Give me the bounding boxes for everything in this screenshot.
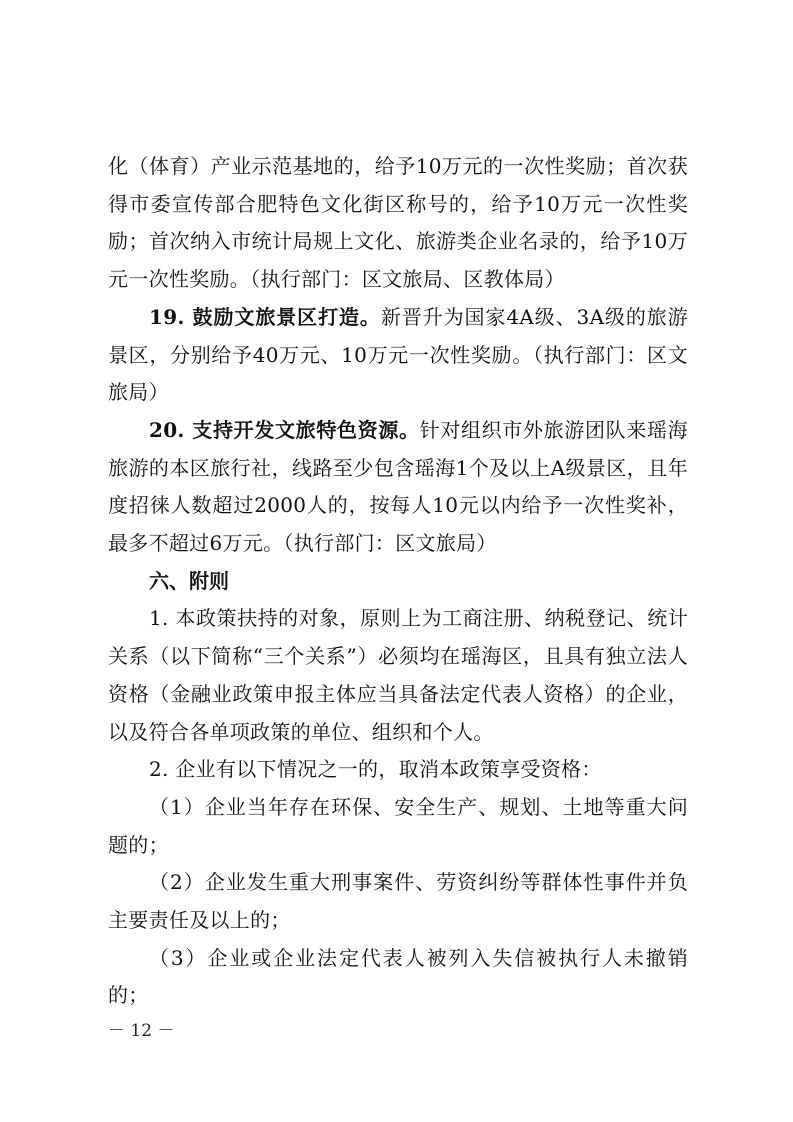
rule-2-3-paragraph: （3）企业或企业法定代表人被列入失信被执行人未撤销的； (108, 945, 688, 1008)
rule-2-paragraph: 2. 企业有以下情况之一的，取消本政策享受资格： (149, 757, 602, 782)
page-number: － 12 － (108, 1021, 175, 1041)
document-body (108, 148, 688, 1015)
section-6-title: 六、附则 (149, 568, 229, 593)
item-19-text: 新晋升为国家4A级、3A级的旅游景区，分别给予40万元、10万元一次性奖励。（执行部门：区文旅局） (108, 304, 688, 405)
item-19-paragraph (108, 299, 688, 412)
item-20-heading: 20. 支持开发文旅特色资源。 (149, 417, 420, 442)
item-20-text: 针对组织市外旅游团队来瑶海旅游的本区旅行社，线路至少包含瑶海1个及以上A级景区，且年度招徕人数超过2000人的，按每人10元以内给予一次性奖补，最多不超过6万元。（执行部门：区文旅局） (108, 417, 688, 556)
rule-1-paragraph: 1. 本政策扶持的对象，原则上为工商注册、纳税登记、统计关系（以下简称“三个关系”）必须均在瑶海区，且具有独立法人资格（金融业政策申报主体应当具备法定代表人资格）的企业，以及符合各单项政策的单位、组织和个人。 (108, 606, 688, 744)
rule-2-1-paragraph: （1）企业当年存在环保、安全生产、规划、土地等重大问题的； (108, 794, 688, 857)
item-19-heading: 19. 鼓励文旅景区打造。 (149, 304, 381, 329)
item-20-paragraph (108, 412, 688, 563)
continuation-paragraph: 化（体育）产业示范基地的，给予10万元的一次性奖励；首次获得市委宣传部合肥特色文化街区称号的，给予10万元一次性奖励；首次纳入市统计局规上文化、旅游类企业名录的，给予10万元一次性奖励。（执行部门：区文旅局、区教体局） (108, 154, 688, 292)
rule-2-2-paragraph: （2）企业发生重大刑事案件、劳资纠纷等群体性事件并负主要责任及以上的； (108, 870, 688, 933)
